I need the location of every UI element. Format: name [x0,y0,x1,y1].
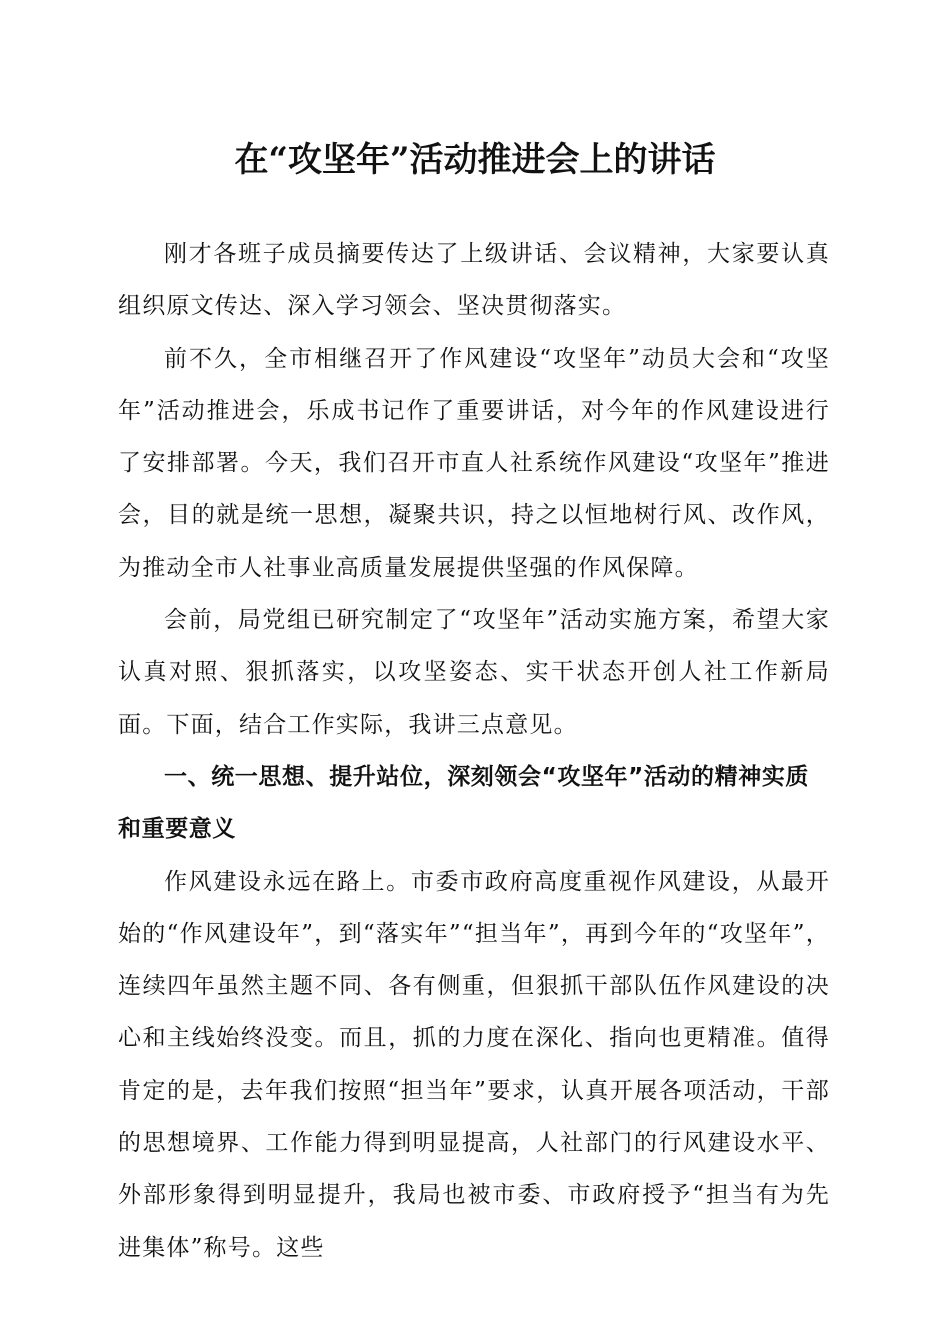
section-heading: 一、统一思想、提升站位，深刻领会“攻坚年”活动的精神实质和重要意义 [118,763,810,843]
paragraph-1: 刚才各班子成员摘要传达了上级讲话、会议精神，大家要认真组织原文传达、深入学习领会、坚决贯彻落实。 [118,241,830,320]
paragraph-2: 前不久，全市相继召开了作风建设“攻坚年”动员大会和“攻坚年”活动推进会，乐成书记作了重要讲话，对今年的作风建设进行了安排部署。今天，我们召开市直人社系统作风建设“攻坚年”推进会，目的就是统一思想，凝聚共识，持之以恒地树行风、改作风，为推动全市人社事业高质量发展提供坚强的作风保障。 [118,345,830,581]
document-title: 在“攻坚年”活动推进会上的讲话 [234,140,716,180]
paragraph-3: 会前，局党组已研究制定了“攻坚年”活动实施方案，希望大家认真对照、狠抓落实，以攻坚姿态、实干状态开创人社工作新局面。下面，结合工作实际，我讲三点意见。 [118,607,830,738]
section-paragraph: 作风建设永远在路上。市委市政府高度重视作风建设，从最开始的“作风建设年”，到“落实年”“担当年”，再到今年的“攻坚年”，连续四年虽然主题不同、各有侧重，但狠抓干部队伍作风建设的决心和主线始终没变。而且，抓的力度在深化、指向也更精准。值得肯定的是，去年我们按照“担当年”要求，认真开展各项活动，干部的思想境界、工作能力得到明显提高，人社部门的行风建设水平、外部形象得到明显提升，我局也被市委、市政府授予“担当有为先进集体”称号。这些 [118,868,830,1261]
document-body [118,228,830,1274]
